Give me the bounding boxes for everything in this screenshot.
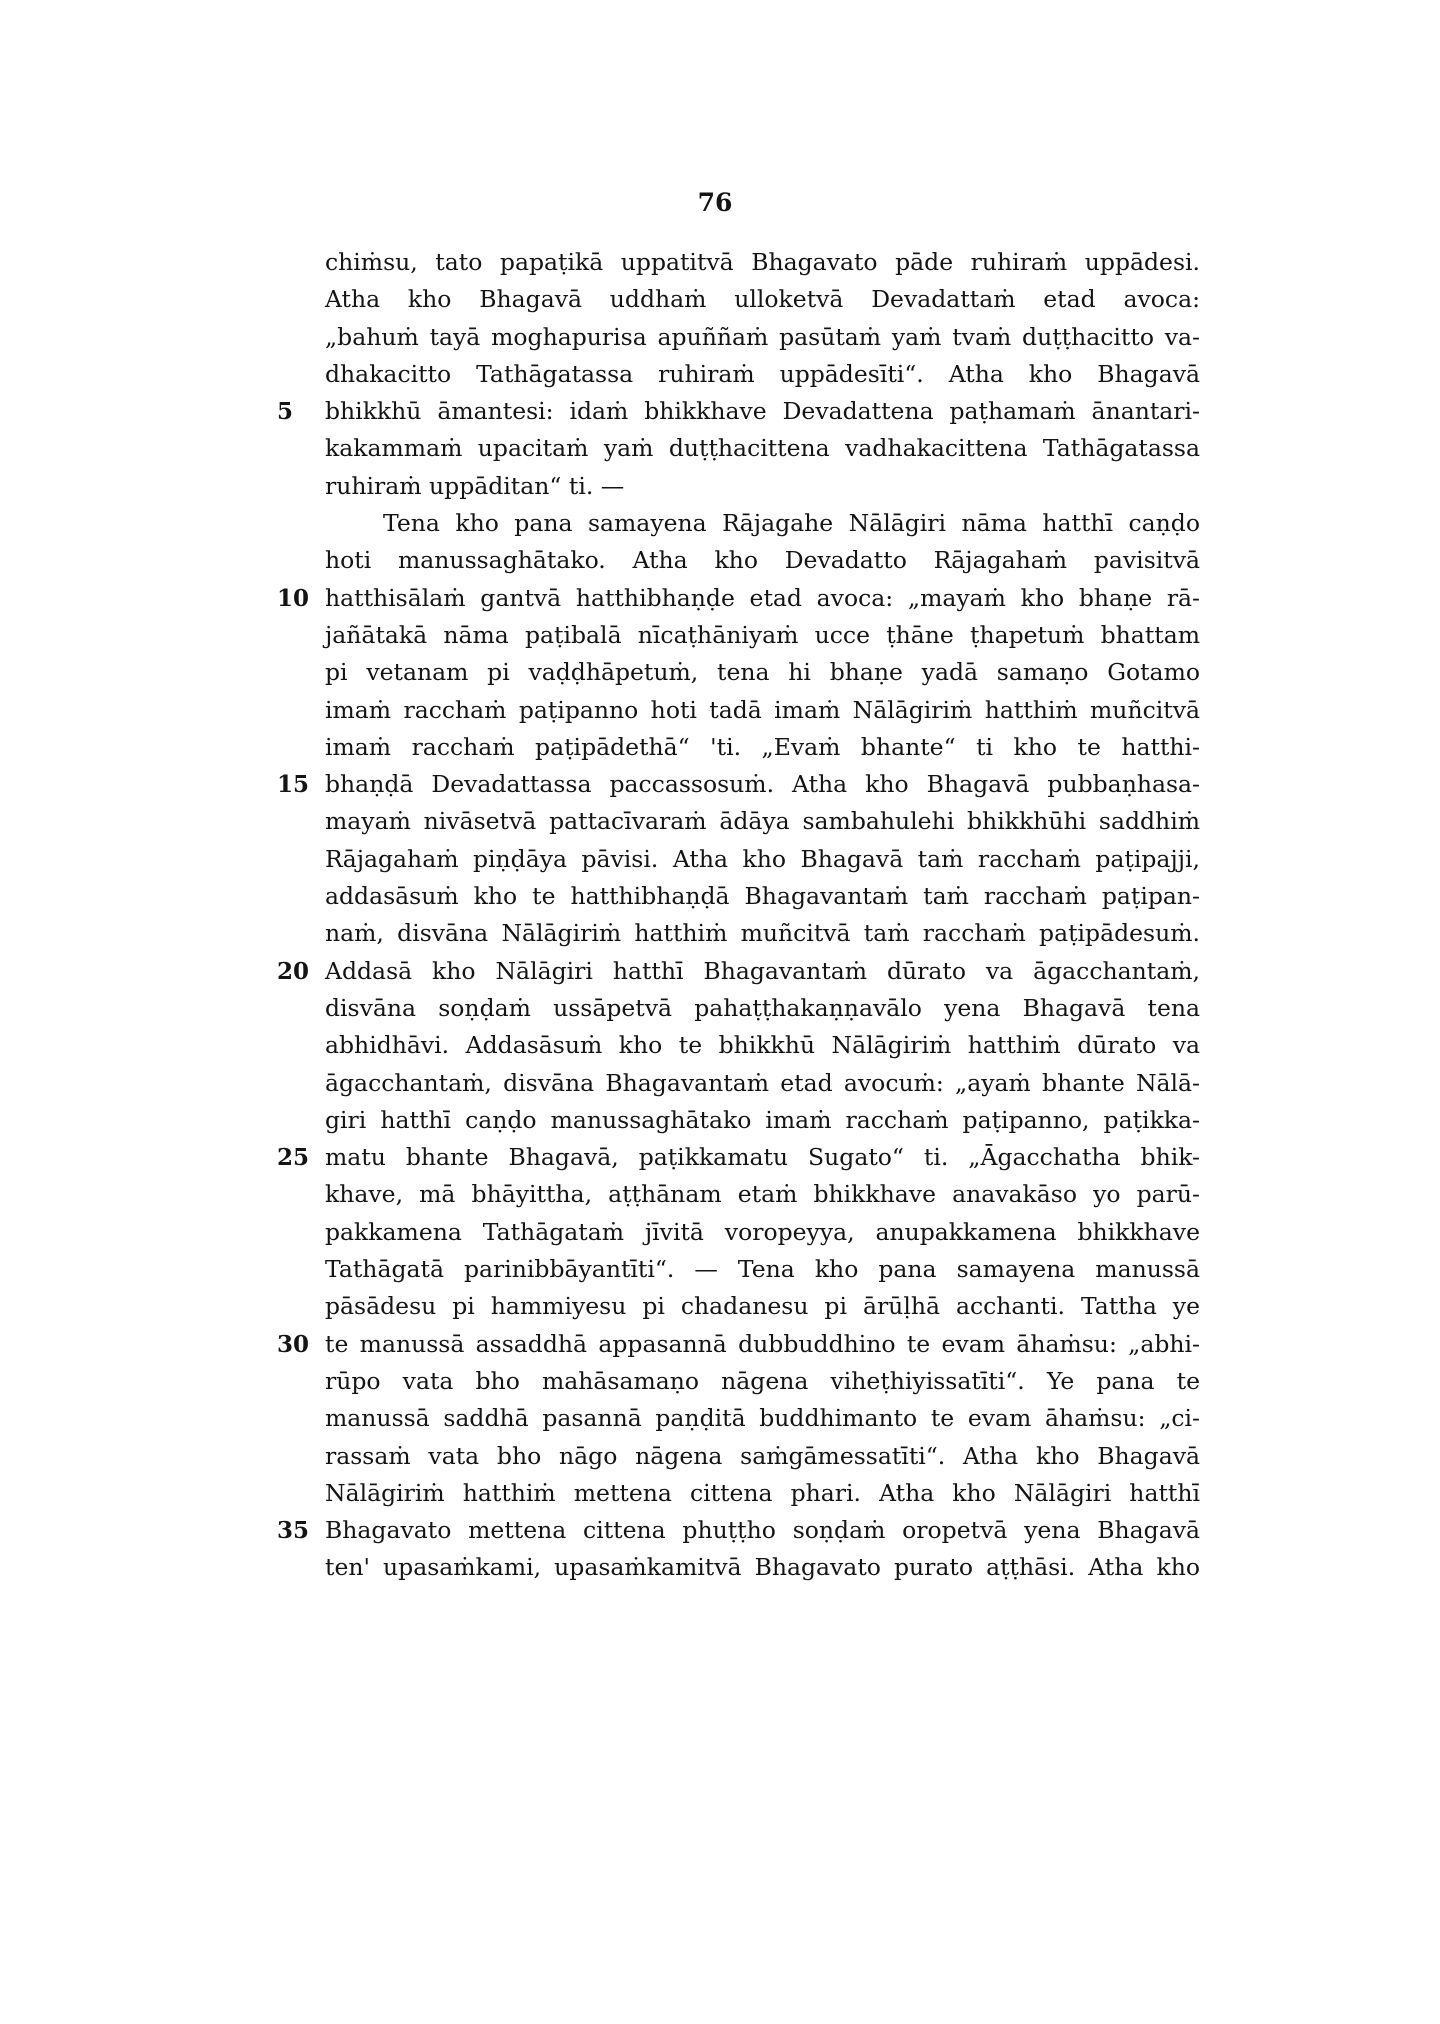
line-text: khave, mā bhāyittha, aṭṭhānam etaṁ bhikkhave anavakāso yo parū- bbox=[325, 1180, 1200, 1209]
text-line bbox=[277, 1512, 1200, 1549]
line-text: jañātakā nāma paṭibalā nīcaṭhāniyaṁ ucce ṭhāne ṭhapetuṁ bhattam bbox=[325, 620, 1200, 649]
text-line bbox=[325, 1176, 1200, 1213]
text-line bbox=[325, 1400, 1200, 1437]
line-text: Rājagahaṁ piṇḍāya pāvisi. Atha kho Bhagavā taṁ racchaṁ paṭipajji, bbox=[325, 844, 1200, 873]
text-line bbox=[325, 542, 1200, 579]
text-line bbox=[325, 1549, 1200, 1586]
line-text: Nālāgiriṁ hatthiṁ mettena cittena phari. Atha kho Nālāgiri hatthī bbox=[325, 1478, 1200, 1507]
line-text: naṁ, disvāna Nālāgiriṁ hatthiṁ muñcitvā taṁ racchaṁ paṭipādesuṁ. bbox=[325, 919, 1200, 948]
page-number: 76 bbox=[697, 188, 733, 217]
body-text bbox=[277, 244, 1200, 1587]
line-text: chiṁsu, tato papaṭikā uppatitvā Bhagavato pāde ruhiraṁ uppādesi. bbox=[325, 248, 1200, 276]
text-line bbox=[277, 953, 1200, 990]
line-number: 15 bbox=[277, 771, 310, 799]
text-line bbox=[325, 878, 1200, 915]
line-text: Atha kho Bhagavā uddhaṁ ulloketvā Devadattaṁ etad avoca: bbox=[325, 285, 1200, 314]
text-line bbox=[325, 1102, 1200, 1139]
text-line bbox=[325, 617, 1200, 654]
line-text: manussā saddhā pasannā paṇḍitā buddhimanto te evam āhaṁsu: „ci- bbox=[325, 1404, 1200, 1433]
line-text: „bahuṁ tayā moghapurisa apuññaṁ pasūtaṁ yaṁ tvaṁ duṭṭhacitto va- bbox=[325, 322, 1200, 351]
text-line bbox=[325, 319, 1200, 356]
text-line bbox=[325, 281, 1200, 318]
line-text: pi vetanam pi vaḍḍhāpetuṁ, tena hi bhaṇe yadā samaṇo Gotamo bbox=[325, 658, 1200, 687]
text-line bbox=[325, 1065, 1200, 1102]
line-number: 5 bbox=[277, 398, 294, 426]
text-line bbox=[325, 729, 1200, 766]
line-text: Tathāgatā parinibbāyantīti“. — Tena kho pana samayena manussā bbox=[325, 1255, 1200, 1284]
text-line bbox=[325, 244, 1200, 281]
line-text: imaṁ racchaṁ paṭipanno hoti tadā imaṁ Nālāgiriṁ hatthiṁ muñcitvā bbox=[325, 695, 1200, 724]
text-line bbox=[325, 1363, 1200, 1400]
line-text: Bhagavato mettena cittena phuṭṭho soṇḍaṁ oropetvā yena Bhagavā bbox=[325, 1516, 1200, 1545]
line-text: disvāna soṇḍaṁ ussāpetvā pahaṭṭhakaṇṇavālo yena Bhagavā tena bbox=[325, 993, 1200, 1022]
text-line bbox=[325, 1475, 1200, 1512]
text-line bbox=[325, 1027, 1200, 1064]
line-text: bhikkhū āmantesi: idaṁ bhikkhave Devadattena paṭhamaṁ ānantari- bbox=[325, 397, 1200, 426]
line-number: 20 bbox=[277, 957, 310, 985]
text-line bbox=[325, 654, 1200, 691]
text-line bbox=[325, 990, 1200, 1027]
text-line bbox=[325, 356, 1200, 393]
line-text: mayaṁ nivāsetvā pattacīvaraṁ ādāya sambahulehi bhikkhūhi saddhiṁ bbox=[325, 807, 1200, 836]
line-text: dhakacitto Tathāgatassa ruhiraṁ uppādesīti“. Atha kho Bhagavā bbox=[325, 359, 1200, 388]
line-number: 30 bbox=[277, 1330, 310, 1358]
line-number: 25 bbox=[277, 1144, 310, 1172]
line-text: Addasā kho Nālāgiri hatthī Bhagavantaṁ dūrato va āgacchantaṁ, bbox=[325, 956, 1200, 985]
text-line bbox=[277, 766, 1200, 803]
text-line bbox=[277, 1326, 1200, 1363]
text-line bbox=[325, 1288, 1200, 1325]
line-text: Tena kho pana samayena Rājagahe Nālāgiri nāma hatthī caṇḍo bbox=[383, 509, 1200, 538]
line-text: rassaṁ vata bho nāgo nāgena saṁgāmessatīti“. Atha kho Bhagavā bbox=[325, 1441, 1200, 1470]
line-text: pakkamena Tathāgataṁ jīvitā voropeyya, anupakkamena bhikkhave bbox=[325, 1217, 1200, 1246]
text-line bbox=[325, 841, 1200, 878]
line-text: giri hatthī caṇḍo manussaghātako imaṁ racchaṁ paṭipanno, paṭikka- bbox=[325, 1105, 1200, 1134]
line-text: matu bhante Bhagavā, paṭikkamatu Sugato“ ti. „Āgacchatha bhik- bbox=[325, 1143, 1200, 1172]
text-line bbox=[325, 468, 1200, 505]
line-text: āgacchantaṁ, disvāna Bhagavantaṁ etad avocuṁ: „ayaṁ bhante Nālā- bbox=[325, 1068, 1200, 1097]
line-text: pāsādesu pi hammiyesu pi chadanesu pi ārūḷhā acchanti. Tattha ye bbox=[325, 1292, 1200, 1321]
text-line bbox=[325, 1438, 1200, 1475]
line-text: addasāsuṁ kho te hatthibhaṇḍā Bhagavantaṁ taṁ racchaṁ paṭipan- bbox=[325, 882, 1200, 911]
text-line bbox=[325, 692, 1200, 729]
text-line bbox=[325, 1214, 1200, 1251]
line-text: ruhiraṁ uppāditan“ ti. — bbox=[325, 471, 625, 500]
line-text: ten' upasaṁkami, upasaṁkamitvā Bhagavato purato aṭṭhāsi. Atha kho bbox=[325, 1553, 1200, 1582]
text-line bbox=[277, 580, 1200, 617]
line-text: imaṁ racchaṁ paṭipādethā“ 'ti. „Evaṁ bhante“ ti kho te hatthi- bbox=[325, 732, 1200, 761]
line-text: abhidhāvi. Addasāsuṁ kho te bhikkhū Nālāgiriṁ hatthiṁ dūrato va bbox=[325, 1031, 1200, 1060]
line-text: kakammaṁ upacitaṁ yaṁ duṭṭhacittena vadhakacittena Tathāgatassa bbox=[325, 434, 1200, 463]
line-text: bhaṇḍā Devadattassa paccassosuṁ. Atha kho Bhagavā pubbaṇhasa- bbox=[325, 770, 1200, 799]
line-number: 10 bbox=[277, 584, 310, 612]
text-line bbox=[277, 1139, 1200, 1176]
text-line bbox=[325, 915, 1200, 952]
text-line bbox=[325, 803, 1200, 840]
text-line bbox=[325, 430, 1200, 467]
text-line bbox=[325, 1251, 1200, 1288]
line-number: 35 bbox=[277, 1517, 310, 1545]
text-line bbox=[277, 393, 1200, 430]
line-text: te manussā assaddhā appasannā dubbuddhino te evam āhaṁsu: „abhi- bbox=[325, 1329, 1200, 1358]
line-text: hatthisālaṁ gantvā hatthibhaṇḍe etad avoca: „mayaṁ kho bhaṇe rā- bbox=[325, 583, 1200, 612]
line-text: rūpo vata bho mahāsamaṇo nāgena viheṭhiyissatīti“. Ye pana te bbox=[325, 1366, 1200, 1395]
text-line bbox=[325, 505, 1200, 542]
line-text: hoti manussaghātako. Atha kho Devadatto Rājagahaṁ pavisitvā bbox=[325, 546, 1200, 575]
